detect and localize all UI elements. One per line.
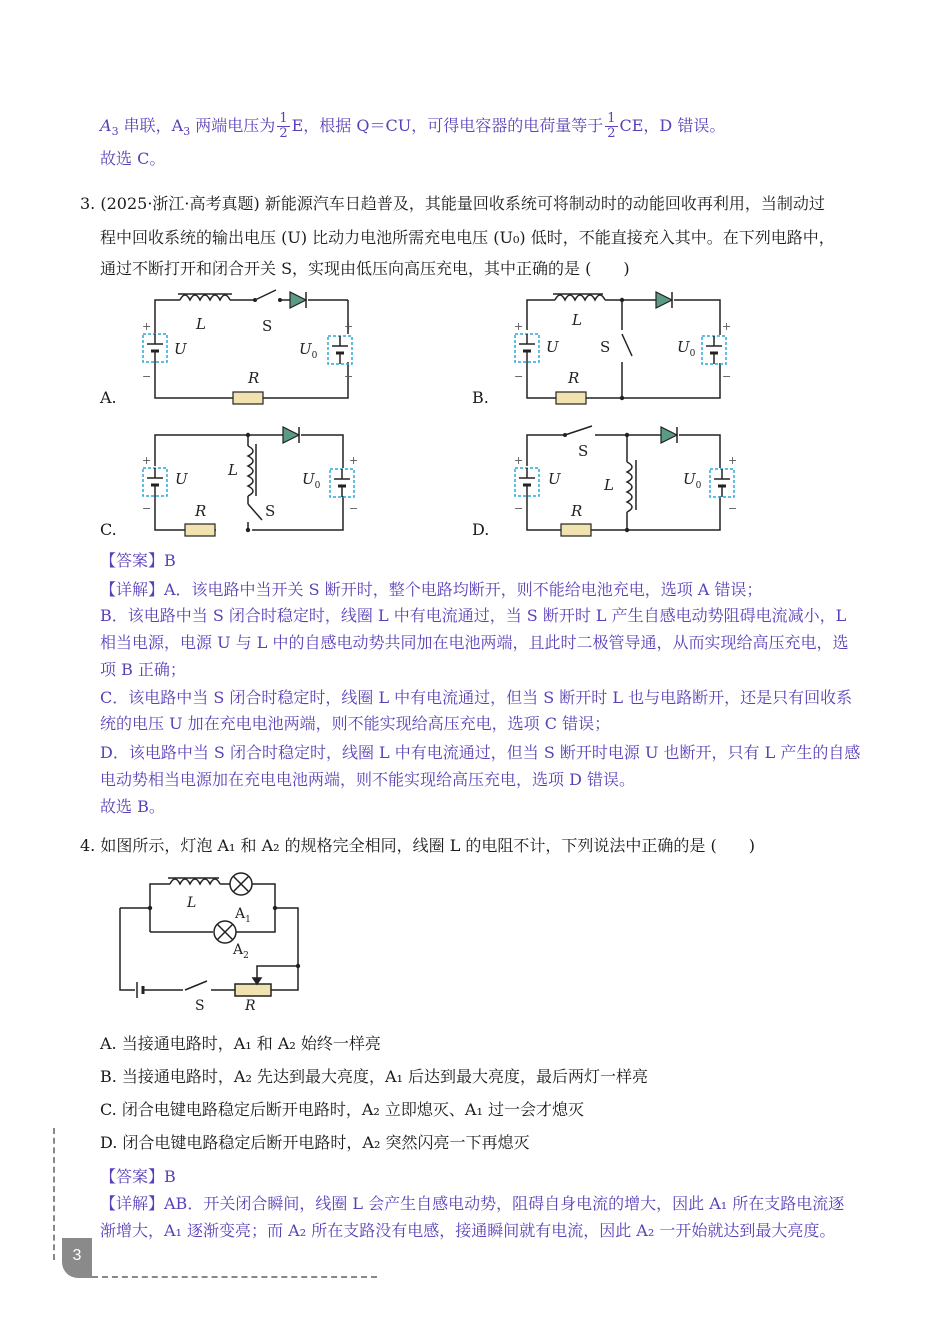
diode-a xyxy=(290,292,306,308)
minus-sign: − xyxy=(142,370,152,383)
q3-detail-7: D．该电路中当 S 闭合时稳定时，线圈 L 中有电流通过，但当 S 断开时电源 U 也断开，只有 L 产生的自感 xyxy=(100,743,861,762)
q4-label-a2: $A_2$ xyxy=(233,942,249,961)
plus-sign: + xyxy=(722,320,732,333)
q4-circuit-figure xyxy=(105,868,425,1018)
label-r-a: R xyxy=(248,369,260,387)
label-r-c: R xyxy=(195,502,207,520)
footer-dashed-line xyxy=(92,1276,377,1278)
fraction-half-2: $\frac{1}{2}$ xyxy=(607,111,616,141)
label-l-c: L xyxy=(228,461,238,479)
q3-detail-3: 相当电源，电源 U 与 L 中的自感电动势共同加在电池两端，且此时二极管导通，从而实现给高压充电，选 xyxy=(100,633,849,652)
label-s-b: S xyxy=(600,338,611,356)
battery-u0-d xyxy=(710,469,734,497)
battery-u0-c xyxy=(330,469,354,497)
q3-stem-line-3: 通过不断打开和闭合开关 S，实现由低压向高压充电，其中正确的是 ( ) xyxy=(100,259,630,278)
q3-stem-line-2: 程中回收系统的输出电压 (U) 比动力电池所需充电电压 (U₀) 低时，不能直接充入其中。在下列电路中， xyxy=(100,228,835,247)
battery-u0-a xyxy=(328,336,352,364)
resistor-d xyxy=(561,524,591,536)
resistor-a xyxy=(233,392,263,404)
q4-label-r: R xyxy=(245,998,256,1014)
q3-detail-9: 故选 B。 xyxy=(100,797,165,816)
label-u-d: U xyxy=(548,470,561,488)
resistor-c xyxy=(185,524,215,536)
label-u0-d: $U_0$ xyxy=(683,470,702,491)
label-u0-b: $U_0$ xyxy=(677,338,696,359)
q4-option-c: C. 闭合电键电路稳定后断开电路时，A₂ 立即熄灭、A₁ 过一会才熄灭 xyxy=(100,1100,584,1119)
battery-u0-b xyxy=(702,336,726,364)
q3-stem-line-1: 3. (2025·浙江·高考真题) 新能源汽车日趋普及，其能量回收系统可将制动时的动能回收再利用，当制动过 xyxy=(80,194,825,213)
plus-sign: + xyxy=(514,320,524,333)
q4-label-a1: $A_1$ xyxy=(235,906,251,925)
label-s-a: S xyxy=(262,317,273,335)
battery-u-b xyxy=(515,334,539,362)
diode-c xyxy=(283,427,299,443)
q3-detail-4: 项 B 正确； xyxy=(100,660,186,679)
diode-d xyxy=(661,427,677,443)
plus-sign: + xyxy=(349,454,359,467)
battery-u-d xyxy=(515,468,539,496)
q3-option-c-label: C. xyxy=(100,520,117,539)
q3-option-d-label: D. xyxy=(472,520,490,539)
label-u-b: U xyxy=(546,338,559,356)
q4-option-b: B. 当接通电路时，A₂ 先达到最大亮度，A₁ 后达到最大亮度，最后两灯一样亮 xyxy=(100,1067,649,1086)
q4-option-a: A. 当接通电路时，A₁ 和 A₂ 始终一样亮 xyxy=(100,1034,381,1053)
q3-circuit-figures xyxy=(0,0,950,560)
plus-sign: + xyxy=(728,454,738,467)
battery-u-a xyxy=(143,334,167,362)
q4-label-s: S xyxy=(195,998,205,1014)
prev-answer-choice: 故选 C。 xyxy=(100,149,166,168)
plus-sign: + xyxy=(142,320,152,333)
minus-sign: − xyxy=(514,502,524,515)
q3-option-b-label: B. xyxy=(472,388,489,407)
label-u0-c: $U_0$ xyxy=(302,470,321,491)
label-u0-a: $U_0$ xyxy=(299,340,318,361)
label-r-b: R xyxy=(568,369,580,387)
label-u-c: U xyxy=(175,470,188,488)
q3-detail-2: B．该电路中当 S 闭合时稳定时，线圈 L 中有电流通过，当 S 断开时 L 产生自感电动势阻碍电流减小，L xyxy=(100,606,847,625)
label-u-a: U xyxy=(174,340,187,358)
minus-sign: − xyxy=(514,370,524,383)
q4-detail-1: 【详解】AB．开关闭合瞬间，线圈 L 会产生自感电动势，阻碍自身电流的增大，因此 A₁ 所在支路电流逐 xyxy=(100,1194,845,1213)
label-l-a: L xyxy=(196,315,206,333)
q3-detail-8: 电动势相当电源加在充电电池两端，则不能实现给高压充电，选项 D 错误。 xyxy=(100,770,636,789)
label-s-c: S xyxy=(265,502,276,520)
label-l-d: L xyxy=(604,476,614,494)
label-s-d: S xyxy=(578,442,589,460)
q4-option-d: D. 闭合电键电路稳定后断开电路时，A₂ 突然闪亮一下再熄灭 xyxy=(100,1133,530,1152)
q3-option-a-label: A. xyxy=(100,388,117,407)
fraction-half: $\frac{1}{2}$ xyxy=(279,111,288,141)
margin-dashed-line xyxy=(53,1128,55,1260)
minus-sign: − xyxy=(722,370,732,383)
minus-sign: − xyxy=(142,502,152,515)
q3-detail-5: C．该电路中当 S 闭合时稳定时，线圈 L 中有电流通过，但当 S 断开时 L 也与电路断开，还是只有回收系 xyxy=(100,688,853,707)
prev-answer-line: $A_3$ 串联，$A_3$ 两端电压为 $\frac{1}{2}$ E，根据 Q＝CU，可得电容器的电荷量等于 $\frac{1}{2}$ CE，D 错误。 xyxy=(100,111,726,141)
diode-b xyxy=(656,292,672,308)
plus-sign: + xyxy=(344,320,354,333)
resistor-b xyxy=(556,392,586,404)
plus-sign: + xyxy=(142,454,152,467)
q4-label-l: L xyxy=(187,895,197,911)
battery-u-c xyxy=(143,468,167,496)
q4-detail-2: 渐增大，A₁ 逐渐变亮；而 A₂ 所在支路没有电感，接通瞬间就有电流，因此 A₂ 一开始就达到最大亮度。 xyxy=(100,1221,836,1240)
minus-sign: − xyxy=(728,502,738,515)
q3-detail-6: 统的电压 U 加在充电电池两端，则不能实现给高压充电，选项 C 错误； xyxy=(100,714,611,733)
label-l-b: L xyxy=(572,311,582,329)
q4-answer: 【答案】B xyxy=(100,1167,176,1186)
q3-detail-1: 【详解】A．该电路中当开关 S 断开时，整个电路均断开，则不能给电池充电，选项 A 错误； xyxy=(100,580,763,599)
minus-sign: − xyxy=(349,502,359,515)
q3-answer: 【答案】B xyxy=(100,551,176,570)
label-r-d: R xyxy=(571,502,583,520)
plus-sign: + xyxy=(514,454,524,467)
page-number: 3 xyxy=(62,1238,92,1278)
q4-stem: 4. 如图所示，灯泡 A₁ 和 A₂ 的规格完全相同，线圈 L 的电阻不计，下列说法中正确的是 ( ) xyxy=(80,836,756,855)
minus-sign: − xyxy=(344,370,354,383)
